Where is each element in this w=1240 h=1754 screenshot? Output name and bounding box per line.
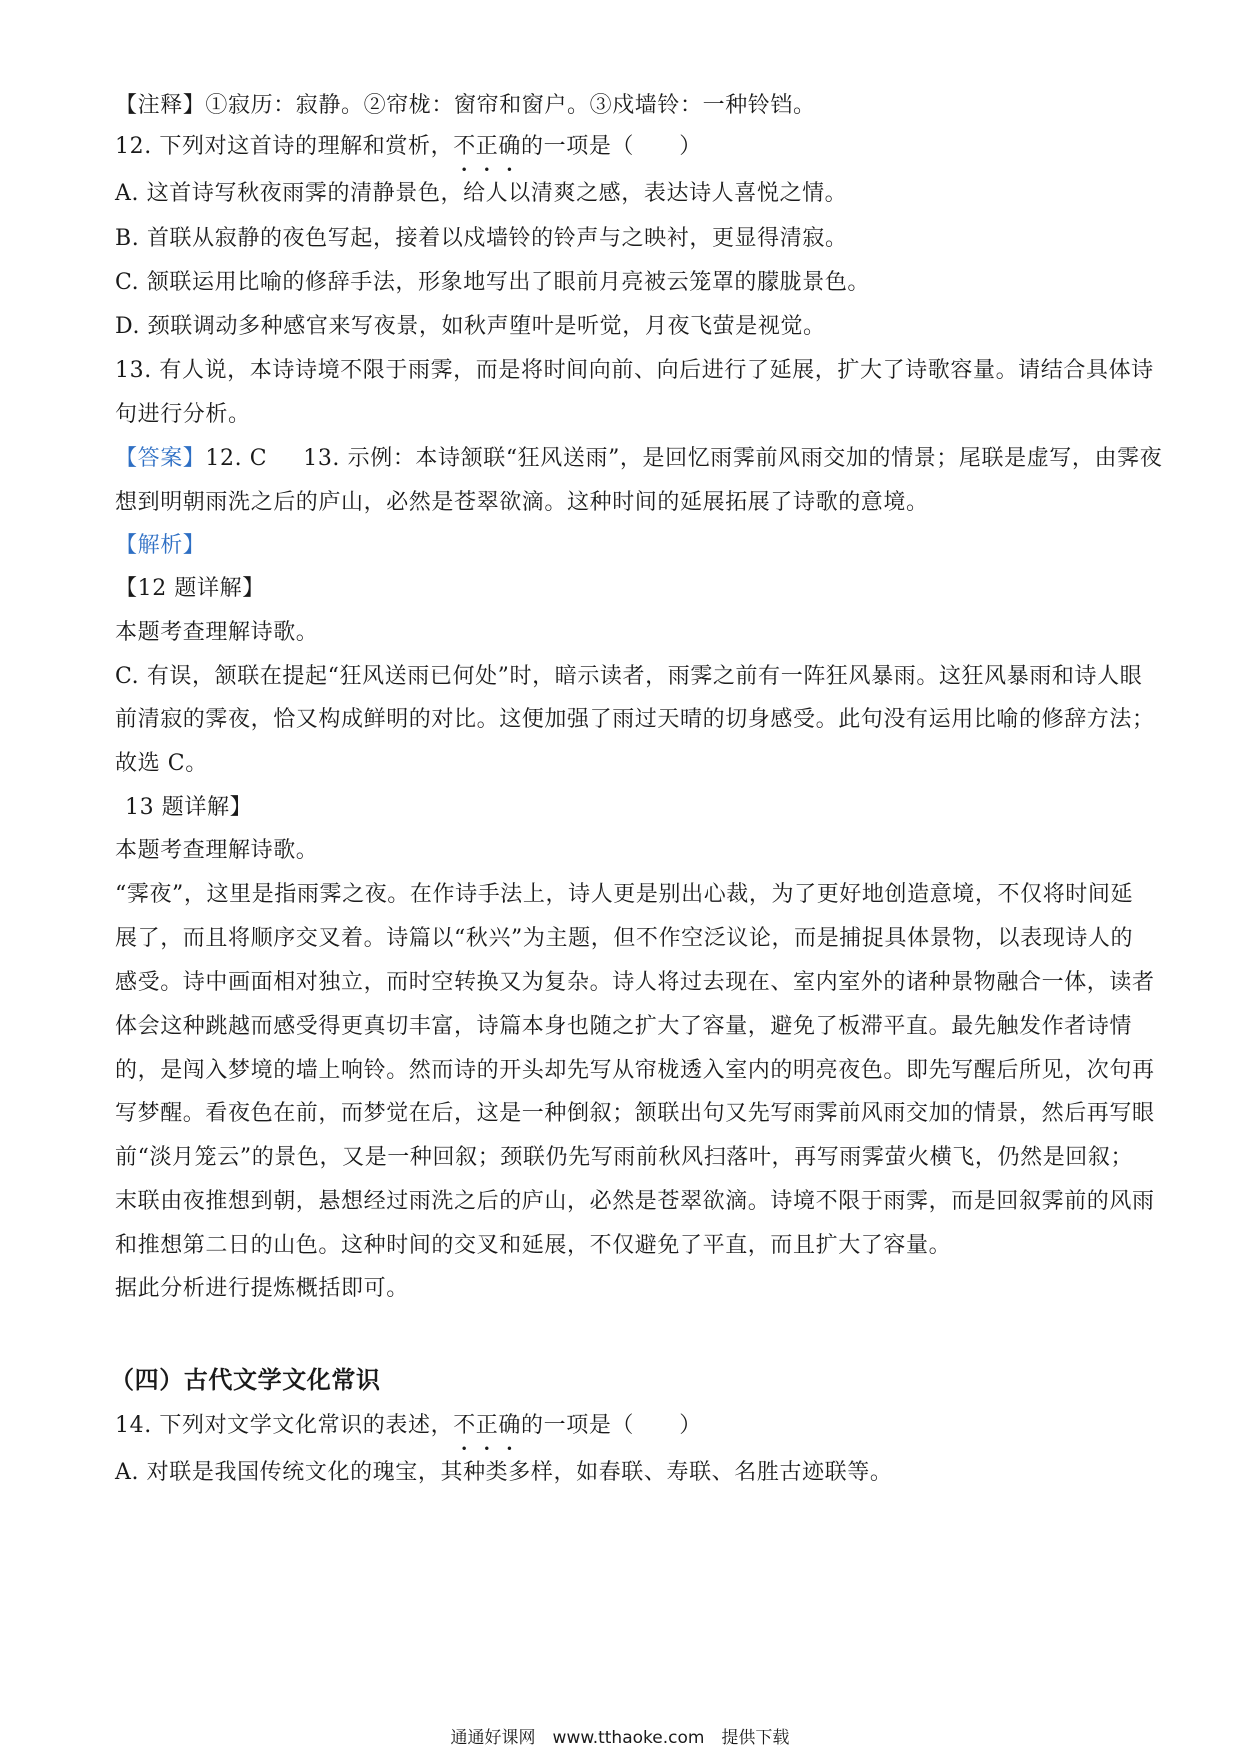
question-12-option-c: C. 颔联运用比喻的修辞手法，形象地写出了眼前月亮被云笼罩的朦胧景色。 [115,270,871,295]
question-13-line: 句进行分析。 [115,402,251,427]
page-footer: 通通好课网 www.tthaoke.com 提供下载 [450,1728,790,1748]
detail-13-line: 据此分析进行提炼概括即可。 [115,1276,409,1301]
question-12-option-b: B. 首联从寂静的夜色写起，接着以戍墙铃的铃声与之映衬，更显得清寂。 [115,226,848,251]
question-14-option-a: A. 对联是我国传统文化的瑰宝，其种类多样，如春联、寿联、名胜古迹联等。 [115,1460,893,1485]
emphasis-char: 正 [475,134,499,159]
detail-13-line: 末联由夜推想到朝，悬想经过雨洗之后的庐山，必然是苍翠欲滴。诗境不限于雨霁，而是回叙霁前的风雨 [115,1189,1155,1214]
answer-tag: 【答案】 [115,446,206,471]
question-12-stem [115,132,1135,162]
emphasis-char: 确 [498,134,522,159]
detail-13-line: “霁夜”，这里是指雨霁之夜。在作诗手法上，诗人更是别出心裁，为了更好地创造意境，不仅将时间延 [115,882,1134,907]
emphasis-char: 不 [453,1413,476,1438]
detail-12-line: 本题考查理解诗歌。 [115,620,319,645]
question-12-option-a: A. 这首诗写秋夜雨霁的清静景色，给人以清爽之感，表达诗人喜悦之情。 [115,181,848,206]
answer-line-2: 想到明朝雨洗之后的庐山，必然是苍翠欲滴。这种时间的延展拓展了诗歌的意境。 [115,490,929,515]
detail-12-line: 故选 C。 [115,751,208,776]
answer-13-line: 13. 示例：本诗颔联“狂风送雨”，是回忆雨霁前风雨交加的情景；尾联是虚写，由霁夜 [303,446,1163,471]
detail-13-line: 前“淡月笼云”的景色，又是一种回叙；颈联仍先写雨前秋风扫落叶，再写雨霁萤火横飞，仍然是回叙； [115,1145,1134,1170]
detail-13-line: 本题考查理解诗歌。 [115,838,319,863]
detail-13-line: 展了，而且将顺序交叉着。诗篇以“秋兴”为主题，但不作空泛议论，而是捕捉具体景物，以表现诗人的 [115,926,1134,951]
question-12-prefix: 12. 下列对这首诗的理解和赏析， [115,134,454,159]
question-14-prefix: 14. 下列对文学文化常识的表述， [115,1413,454,1438]
detail-13-line: 体会这种跳越而感受得更真切丰富，诗篇本身也随之扩大了容量，避免了板滞平直。最先触发作者诗情 [115,1014,1133,1039]
section-heading: （四）古代文学文化常识 [110,1366,381,1394]
question-12-suffix: 的一项是（ ） [521,134,702,159]
question-13-line: 13. 有人说，本诗诗境不限于雨霁，而是将时间向前、向后进行了延展，扩大了诗歌容量。请结合具体诗 [115,358,1154,383]
emphasis-char: 正 [475,1413,499,1438]
annotation-note: 【注释】①寂历：寂静。②帘栊：窗帘和窗户。③戍墙铃：一种铃铛。 [115,93,816,118]
detail-12-line: 前清寂的霁夜，恰又构成鲜明的对比。这便加强了雨过天晴的切身感受。此句没有运用比喻的修辞方法； [115,707,1155,732]
detail-13-line: 的，是闯入梦境的墙上响铃。然而诗的开头却先写从帘栊透入室内的明亮夜色。即先写醒后所见，次句再 [115,1058,1155,1083]
analysis-tag: 【解析】 [115,533,206,558]
question-14-stem [115,1411,1135,1441]
answer-line-1 [115,444,1163,474]
question-12-option-d: D. 颈联调动多种感官来写夜景，如秋声堕叶是听觉，月夜飞萤是视觉。 [115,314,826,339]
detail-13-line: 和推想第二日的山色。这种时间的交叉和延展，不仅避免了平直，而且扩大了容量。 [115,1233,952,1258]
detail-13-title: 13 题详解】 [125,795,253,820]
emphasis-char: 不 [453,134,476,159]
answer-12: 12. C [205,446,268,471]
detail-13-line: 感受。诗中画面相对独立，而时空转换又为复杂。诗人将过去现在、室内室外的诸种景物融合一体，读者 [115,970,1155,995]
detail-13-line: 写梦醒。看夜色在前，而梦觉在后，这是一种倒叙；颔联出句又先写雨霁前风雨交加的情景，然后再写眼 [115,1101,1155,1126]
question-14-suffix: 的一项是（ ） [521,1413,702,1438]
emphasis-char: 确 [498,1413,522,1438]
detail-12-line: C. 有误，颔联在提起“狂风送雨已何处”时，暗示读者，雨霁之前有一阵狂风暴雨。这狂风暴雨和诗人眼 [115,664,1143,689]
detail-12-title: 【12 题详解】 [115,576,265,601]
